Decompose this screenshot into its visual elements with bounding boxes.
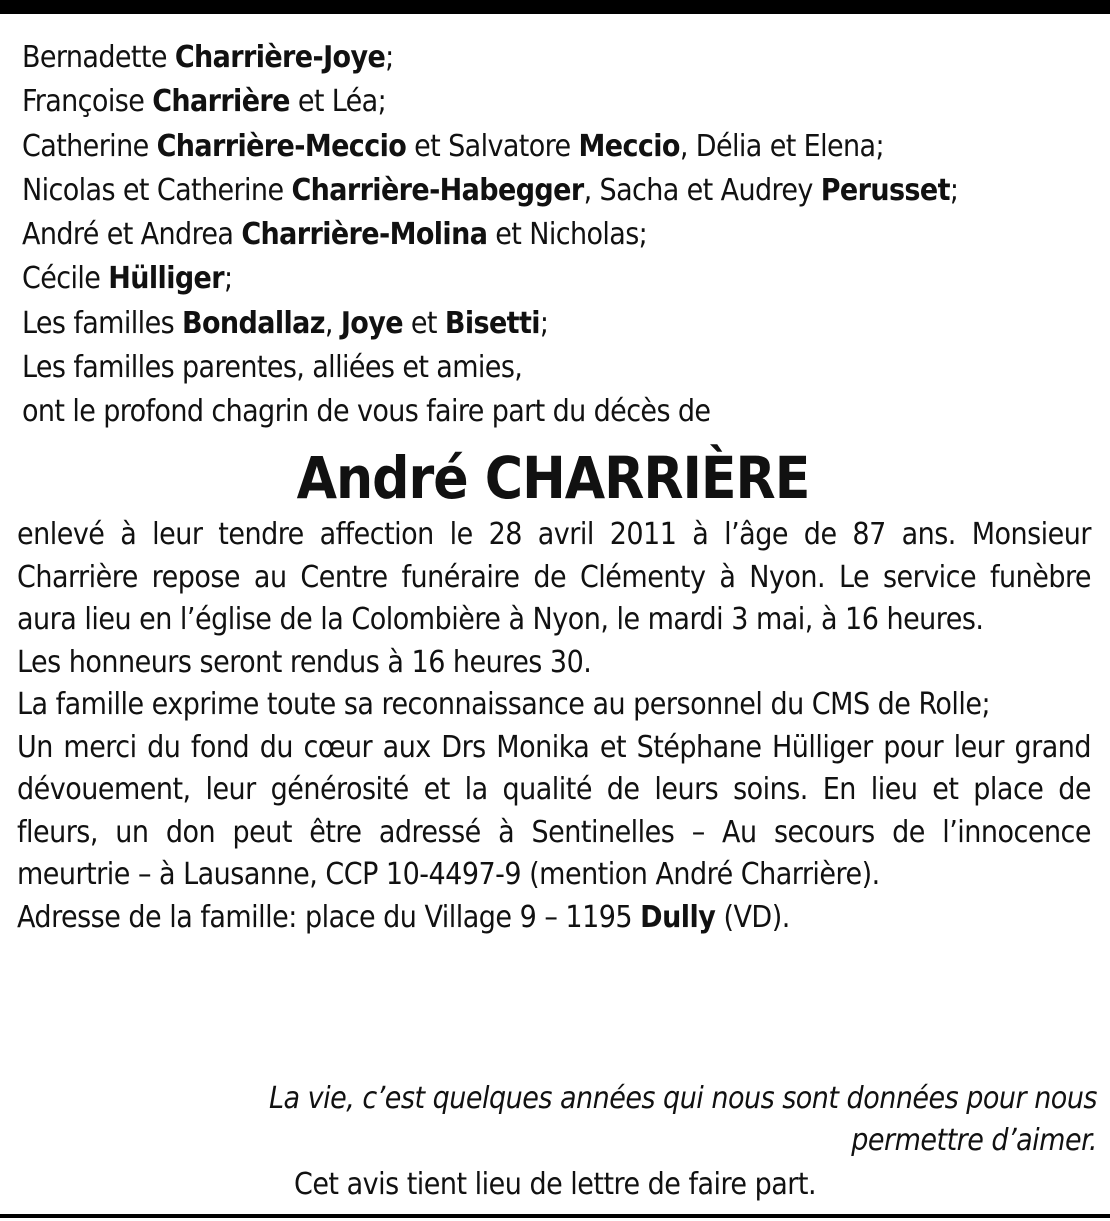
bold-name: Charrière-Joye	[174, 40, 386, 75]
text-run: et Léa;	[289, 84, 387, 120]
text-run: (VD).	[715, 899, 790, 935]
bold-name: Dully	[640, 899, 716, 935]
bold-name: Bondallaz	[182, 305, 325, 341]
bold-name: Bisetti	[444, 305, 540, 341]
bold-name: Charrière-Meccio	[156, 128, 407, 164]
text-run: ;	[223, 261, 233, 297]
family-line	[22, 390, 1102, 434]
notice-paragraph	[17, 897, 1091, 940]
text-run: et Nicholas;	[487, 217, 648, 253]
text-run: ;	[949, 172, 959, 208]
bold-name: Charrière-Molina	[241, 217, 488, 253]
text-run: Un merci du fond du cœur aux Drs Monika et Stéphane Hülliger pour leur grand dévouement, leur générosité et la qualité de leurs soins. En lieu et place de fleurs, un don peut être adressé à Sentinelles – Au secours de l’innocence meurtrie – à Lausanne, CCP 10-4497-9 (mention André Charrière).	[17, 729, 1091, 892]
bold-name: Joye	[340, 305, 403, 341]
text-run: ,	[324, 305, 341, 341]
text-run: enlevé à leur tendre affection le 28 avril 2011 à l’âge de 87 ans. Monsieur Charrière repose au Centre funéraire de Clémenty à Nyon. Le service funèbre aura lieu en l’église de la Colombière à Nyon, le mardi 3 mai, à 16 heures.	[17, 517, 1091, 637]
text-run: Françoise	[22, 84, 153, 120]
text-run: ;	[539, 305, 549, 341]
deceased-name: André CHARRIÈRE	[296, 444, 810, 512]
family-line	[22, 257, 1102, 301]
notice-paragraph	[17, 642, 1091, 685]
family-line	[22, 346, 1102, 390]
notice-paragraph	[17, 684, 1091, 727]
family-line	[22, 80, 1102, 124]
bold-name: Perusset	[820, 172, 950, 208]
quote-line: La vie, c’est quelques années qui nous sont données pour nous	[269, 1081, 1097, 1116]
notice-paragraph	[17, 514, 1091, 642]
text-run: La famille exprime toute sa reconnaissance au personnel du CMS de Rolle;	[17, 687, 991, 722]
family-line	[22, 302, 1102, 346]
text-run: Les familles	[22, 305, 183, 341]
top-rule	[0, 0, 1110, 14]
bold-name: Hülliger	[108, 261, 224, 297]
family-list	[22, 36, 1102, 435]
text-run: Adresse de la famille: place du Village 9 – 1195	[17, 899, 641, 935]
family-line	[22, 213, 1102, 257]
text-run: , Délia et Elena;	[679, 128, 884, 164]
bold-name: Charrière-Habegger	[291, 172, 584, 208]
text-run: et Salvatore	[406, 128, 579, 164]
text-run: Catherine	[22, 128, 157, 164]
text-run: André et Andrea	[22, 217, 242, 253]
family-line	[22, 169, 1102, 213]
bold-name: Charrière	[152, 84, 290, 120]
text-run: Nicolas et Catherine	[22, 172, 292, 208]
notice-paragraph	[17, 727, 1091, 897]
closing-note: Cet avis tient lieu de lettre de faire part.	[293, 1167, 817, 1202]
closing-quote	[80, 1078, 1097, 1162]
text-run: ;	[385, 40, 394, 75]
family-line	[22, 36, 1102, 80]
text-run: Les honneurs seront rendus à 16 heures 30.	[17, 644, 592, 680]
text-run: Les familles parentes, alliées et amies,	[22, 350, 523, 386]
text-run: Bernadette	[22, 40, 175, 75]
quote-line: permettre d’aimer.	[851, 1123, 1097, 1158]
family-line	[22, 125, 1102, 169]
bottom-rule	[0, 1214, 1110, 1218]
text-run: ont le profond chagrin de vous faire part du décès de	[22, 394, 711, 430]
text-run: , Sacha et Audrey	[583, 172, 821, 208]
text-run: et	[402, 305, 445, 341]
bold-name: Meccio	[578, 128, 680, 164]
notice-body	[17, 514, 1091, 939]
text-run: Cécile	[22, 261, 109, 297]
